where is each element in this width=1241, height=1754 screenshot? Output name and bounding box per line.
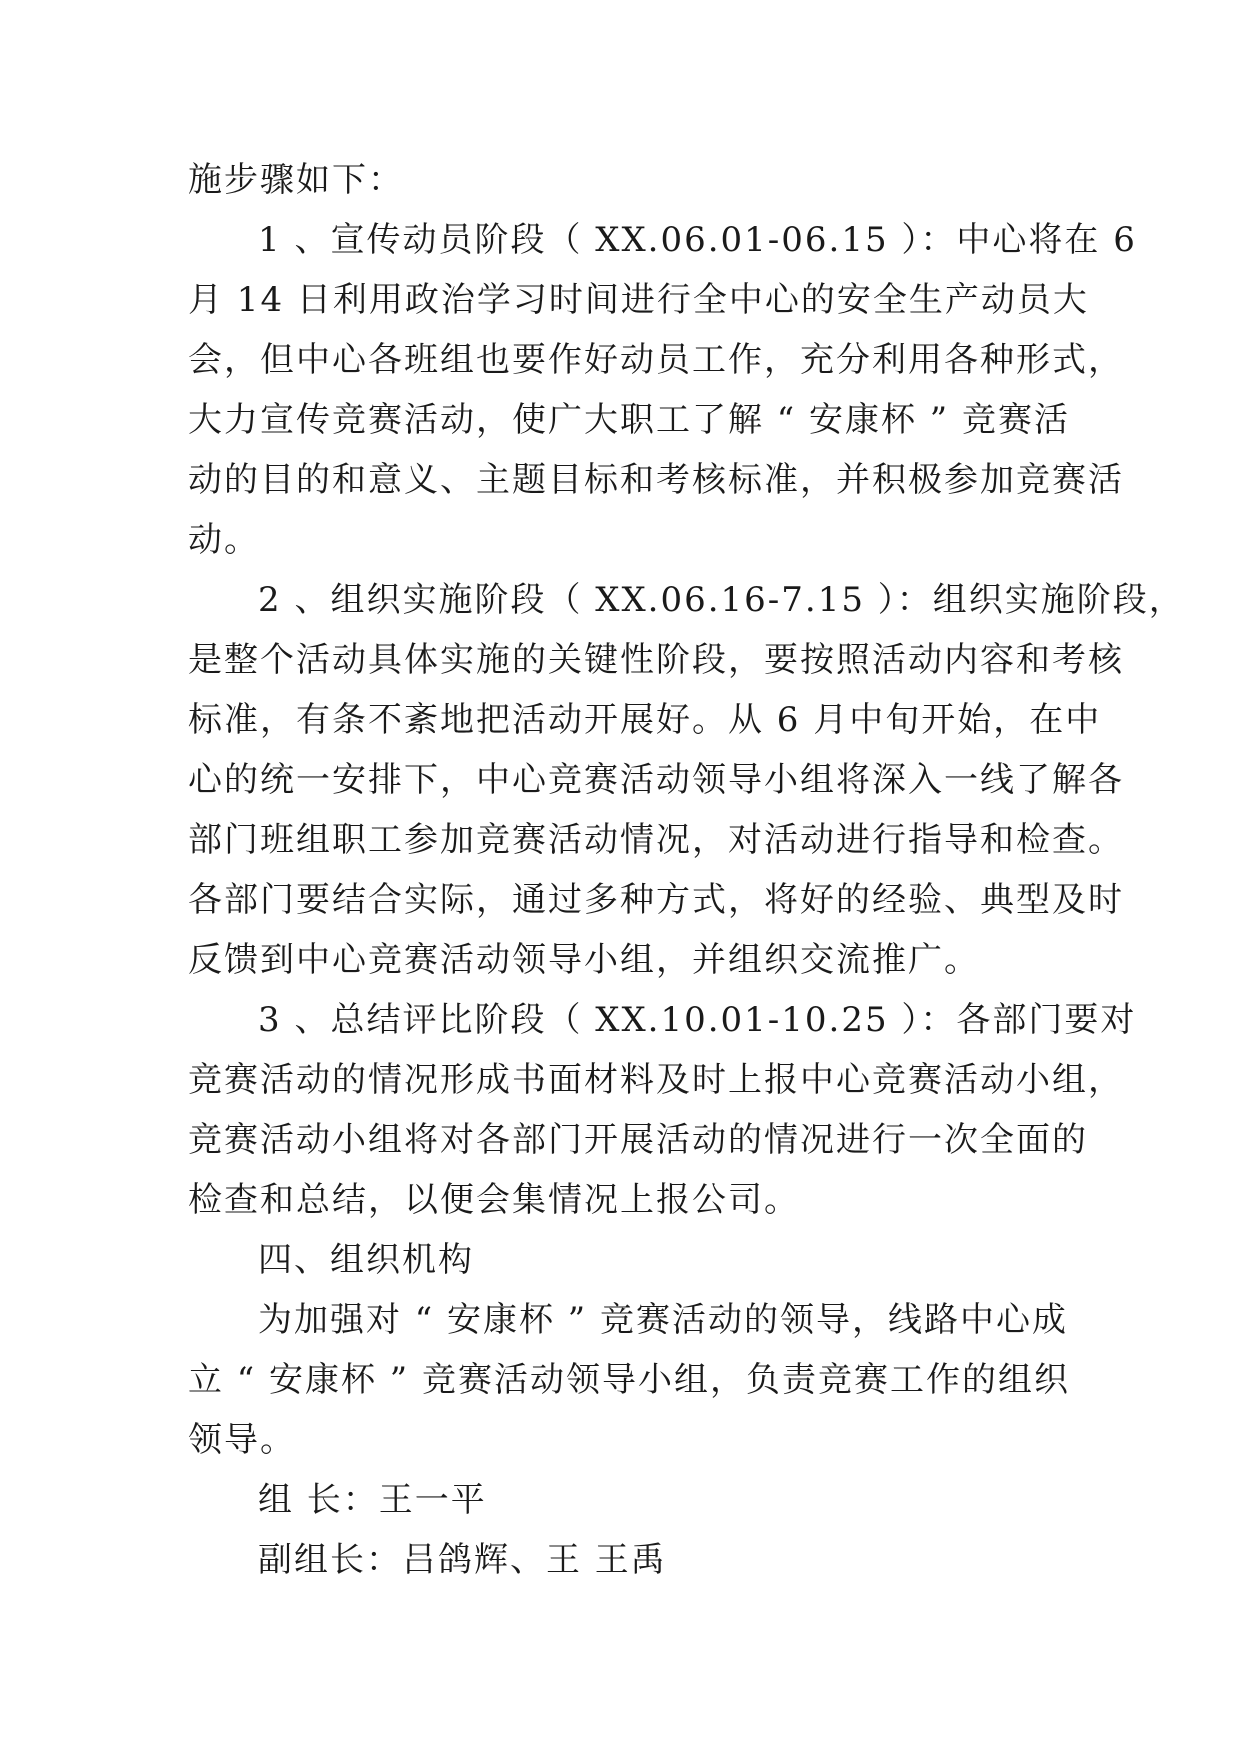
section-heading: 四、组织机构	[258, 1240, 474, 1280]
text-line: 3 、总结评比阶段（ XX.10.01-10.25 ）：各部门要对	[258, 1000, 1137, 1040]
team-leader-line: 组 长：王一平	[258, 1480, 487, 1520]
text-line: 动。	[188, 520, 260, 560]
text-line: 领导。	[188, 1420, 296, 1460]
text-line: 施步骤如下：	[188, 160, 404, 200]
text-line: 部门班组职工参加竞赛活动情况，对活动进行指导和检查。	[188, 820, 1124, 860]
deputy-leader-line: 副组长：吕鸽辉、王 王禹	[258, 1540, 667, 1580]
text-line: 检查和总结，以便会集情况上报公司。	[188, 1180, 800, 1220]
text-line: 1 、宣传动员阶段（ XX.06.01-06.15 ）：中心将在 6	[258, 220, 1137, 260]
text-line: 反馈到中心竞赛活动领导小组，并组织交流推广。	[188, 940, 980, 980]
text-line: 动的目的和意义、主题目标和考核标准，并积极参加竞赛活	[188, 460, 1124, 500]
text-line: 月 14 日利用政治学习时间进行全中心的安全生产动员大	[188, 280, 1089, 320]
text-line: 立 “ 安康杯 ” 竞赛活动领导小组，负责竞赛工作的组织	[188, 1360, 1070, 1400]
text-line: 2 、组织实施阶段（ XX.06.16-7.15 ）：组织实施阶段，	[258, 580, 1185, 620]
text-line: 竞赛活动小组将对各部门开展活动的情况进行一次全面的	[188, 1120, 1088, 1160]
document-body	[188, 150, 1185, 1590]
text-line: 是整个活动具体实施的关键性阶段，要按照活动内容和考核	[188, 640, 1124, 680]
text-line: 竞赛活动的情况形成书面材料及时上报中心竞赛活动小组，	[188, 1060, 1124, 1100]
text-line: 标准，有条不紊地把活动开展好。从 6 月中旬开始，在中	[188, 700, 1102, 740]
text-line: 大力宣传竞赛活动，使广大职工了解 “ 安康杯 ” 竞赛活	[188, 400, 1070, 440]
text-line: 为加强对 “ 安康杯 ” 竞赛活动的领导，线路中心成	[258, 1300, 1068, 1340]
text-line: 心的统一安排下，中心竞赛活动领导小组将深入一线了解各	[188, 760, 1124, 800]
text-line: 会，但中心各班组也要作好动员工作，充分利用各种形式，	[188, 340, 1124, 380]
text-line: 各部门要结合实际，通过多种方式，将好的经验、典型及时	[188, 880, 1124, 920]
